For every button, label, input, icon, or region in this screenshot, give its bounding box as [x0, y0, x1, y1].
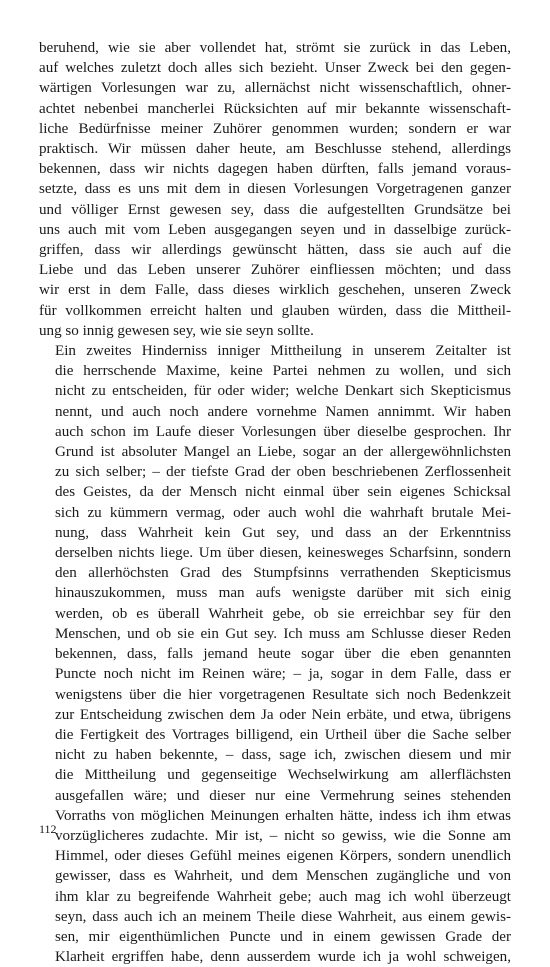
text-line: Menschen, und ob sie ein Gut sey. Ich muss am Schlusse dieser Reden [55, 625, 511, 642]
text-line: ihm klar zu begreifende Wahrheit gebe; auch mag ich wohl überzeugt [55, 888, 511, 905]
text-line: Klarheit ergriffen habe, denn ausserdem wurde ich ja wohl schweigen, [55, 949, 511, 966]
text-line: Himmel, oder dieses Gefühl meines eigenen Körpers, sondern unendlich [55, 848, 511, 865]
page-body [39, 38, 511, 967]
text-line: nicht zu entscheiden, für oder wider; welche Denkart sich Skepticismus [55, 383, 511, 400]
text-line: sen, mir eigenthümlichen Puncte und in einem gewissen Grade der [55, 928, 511, 945]
text-line: ung so innig gewesen sey, wie sie seyn sollte. [39, 322, 314, 339]
text-line: wir erst in dem Falle, dass dieses wirklich geschehen, unseren Zweck [39, 282, 511, 299]
text-line: seyn, dass auch ich an meinem Theile diese Wahrheit, aus einem gewis- [55, 908, 511, 925]
text-line: werden, ob es überall Wahrheit gebe, ob sie erreichbar sey für den [55, 605, 511, 622]
text-line: wenigstens über die hier vorgetragenen Resultate sich noch Bedenkzeit [55, 686, 511, 703]
text-line: auf welches zuletzt doch alles sich bezieht. Unser Zweck bei den gegen- [39, 60, 511, 77]
text-line: die herrschende Maxime, keine Partei nehmen zu wollen, und sich [55, 363, 511, 380]
paragraph-1 [39, 38, 511, 341]
text-line: beruhend, wie sie aber vollendet hat, strömt sie zurück in das Leben, [39, 40, 511, 56]
text-line: ausgefallen wäre; und dieser nur eine Vermehrung seines stehenden [55, 787, 511, 804]
text-line: nung, dass Wahrheit kein Gut sey, und dass an der Erkenntniss [55, 524, 511, 541]
text-line: die Fertigkeit des Vortrages billigend, ein Urtheil über die Sache selber [55, 726, 511, 743]
text-line: uns auch mit vom Leben ausgegangen seyen und in dasselbige zurück- [39, 221, 511, 238]
text-line: vorzüglicheres zudachte. Mir ist, – nicht so gewiss, wie die Sonne am [55, 827, 511, 844]
text-line: Liebe und das Leben unserer Zuhörer einfliessen möchten; und dass [39, 262, 511, 279]
text-line: gewisser, dass es Wahrheit, und dem Menschen zugängliche und von [55, 868, 511, 885]
text-line: Vorraths von möglichen Meinungen erhalten hätte, indess ich ihm etwas [55, 807, 511, 824]
text-line: sich zu kümmern vermag, oder auch wohl die wahrhaft brutale Mei- [55, 504, 511, 521]
text-line: Ein zweites Hinderniss inniger Mittheilung in unserem Zeitalter ist [55, 343, 511, 360]
text-line: setzte, dass es uns mit dem in diesen Vorlesungen Vorgetragenen ganzer [39, 181, 511, 198]
text-line: Grund ist absoluter Mangel an Liebe, sogar an der allergewöhnlichsten [55, 444, 511, 461]
text-line: bekennen, dass wir nichts dagegen haben dürften, falls jemand voraus- [39, 161, 511, 178]
paragraph-2 [39, 341, 511, 967]
text-line: griffen, dass wir allerdings gewünscht hätten, dass sie auch auf die [39, 242, 511, 259]
text-line: nicht zu haben bekennte, – dass, sage ich, zwischen diesem und mir [55, 747, 511, 764]
text-line: auch schon im Laufe dieser Vorlesungen über dieselbe gesprochen. Ihr [55, 423, 511, 440]
text-line: wärtigen Vorlesungen war zu, allernächst nicht wissenschaftlich, ohner- [39, 80, 511, 97]
text-line: zu sich selber; – der tiefste Grad der oben beschriebenen Zerflossenheit [55, 464, 511, 481]
text-line: und völliger Ernst gewesen sey, dass die aufgestellten Grundsätze bei [39, 201, 511, 218]
text-line: derselben nichts liege. Um über diesen, keinesweges Scharfsinn, sondern [55, 545, 511, 562]
text-line: für vollkommen erreicht halten und glauben würden, dass die Mittheil- [39, 302, 511, 319]
text-line: achtet nebenbei mancherlei Rücksichten auf mir bekannte wissenschaft- [39, 100, 511, 117]
text-line: den allerhöchsten Grad des Stumpfsinns verrathenden Skepticismus [55, 565, 511, 582]
text-line: praktisch. Wir müssen daher heute, am Beschlusse stehend, allerdings [39, 141, 511, 158]
text-line: Puncte noch nicht im Reinen wäre; – ja, sogar in dem Falle, dass er [55, 666, 511, 683]
text-line: hinauszukommen, muss man aufs wenigste darüber mit sich einig [55, 585, 511, 602]
page-number: 112 [39, 822, 57, 836]
text-line: nennt, und auch noch andere vornehme Namen annimmt. Wir haben [55, 403, 511, 420]
text-line: des Geistes, da der Mensch nicht einmal über sein eigenes Schicksal [55, 484, 511, 501]
text-line: die Mittheilung und gegenseitige Wechselwirkung am allerflächsten [55, 767, 511, 784]
text-line: zur Entscheidung zwischen dem Ja oder Nein erbäte, und etwa, übrigens [55, 706, 511, 723]
text-line: liche Bedürfnisse meiner Zuhörer genommen wurden; sondern er war [39, 120, 511, 137]
text-line: bekennen, dass, falls jemand heute sogar über die eben genannten [55, 646, 511, 663]
